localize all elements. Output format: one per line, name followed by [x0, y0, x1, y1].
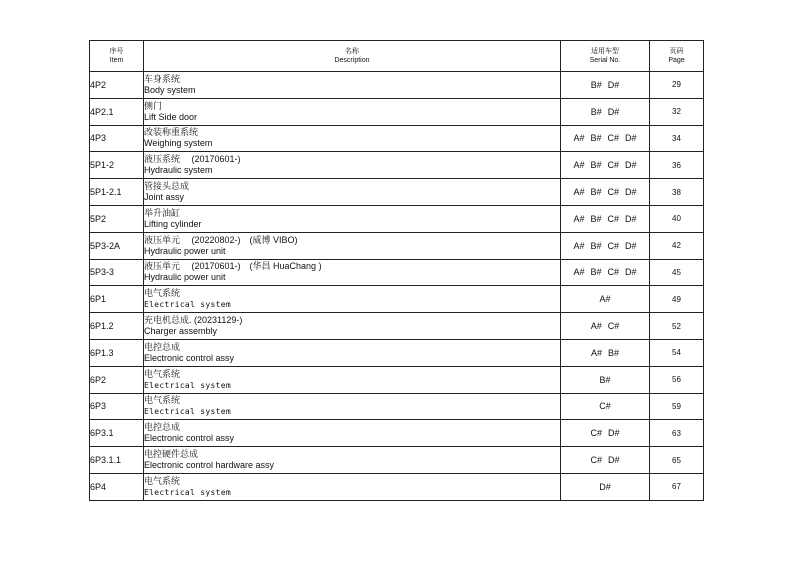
row-serial-numbers [561, 152, 650, 179]
row-item-number: 4P2 [90, 72, 144, 99]
header-serial [561, 41, 650, 72]
row-description-zh: 充电机总成. (20231129-) [144, 315, 243, 326]
header-page [650, 41, 704, 72]
row-description-en: Electronic control hardware assy [144, 460, 275, 471]
row-page-number: 45 [650, 259, 704, 286]
row-description [144, 232, 561, 259]
row-page-number: 29 [650, 72, 704, 99]
row-item-number: 6P1.3 [90, 339, 144, 366]
serial-code: D# [607, 79, 620, 90]
row-description-en: Electrical system [144, 487, 231, 497]
serial-code: B# [590, 106, 602, 117]
serial-code: A# [590, 321, 602, 332]
row-description-en: Hydraulic power unit [144, 245, 226, 256]
row-description-zh: 管接头总成 [144, 181, 190, 192]
row-description [144, 179, 561, 206]
header-serial-zh: 适用车型 [591, 48, 619, 55]
serial-code: C# [590, 428, 602, 439]
row-description-zh: 车身系统 [144, 73, 181, 84]
table-body [90, 72, 704, 501]
row-page-number: 54 [650, 339, 704, 366]
row-description [144, 259, 561, 286]
row-serial-numbers [561, 286, 650, 313]
row-description [144, 286, 561, 313]
header-description-zh: 名称 [345, 48, 359, 55]
row-item-number: 5P1-2.1 [90, 179, 144, 206]
row-item-number: 6P3.1 [90, 420, 144, 447]
row-description [144, 152, 561, 179]
table-row [90, 447, 704, 474]
row-item-number: 4P3 [90, 125, 144, 152]
row-item-number: 6P3.1.1 [90, 447, 144, 474]
serial-code: B# [608, 347, 620, 358]
table-row [90, 125, 704, 152]
serial-code: D# [607, 106, 620, 117]
row-item-number: 6P2 [90, 366, 144, 393]
row-item-number: 6P4 [90, 473, 144, 500]
serial-code: D# [625, 240, 637, 251]
row-page-number: 32 [650, 98, 704, 125]
table-row [90, 313, 704, 340]
row-serial-numbers [561, 420, 650, 447]
table-row [90, 393, 704, 420]
serial-code: D# [625, 267, 637, 278]
row-serial-numbers [561, 259, 650, 286]
row-description-en: Hydraulic power unit [144, 272, 226, 283]
row-description [144, 473, 561, 500]
row-item-number: 5P2 [90, 205, 144, 232]
row-description-en: Electrical system [144, 407, 231, 417]
row-description-zh: 电气系统 [144, 395, 181, 406]
row-page-number: 40 [650, 205, 704, 232]
row-description [144, 366, 561, 393]
serial-code: D# [608, 455, 620, 466]
serial-code: B# [599, 374, 611, 385]
row-description-en: Electrical system [144, 300, 231, 310]
header-item [90, 41, 144, 72]
serial-code: C# [607, 267, 620, 278]
header-description [144, 41, 561, 72]
row-description-zh: 电气系统 [144, 475, 181, 486]
row-page-number: 42 [650, 232, 704, 259]
row-description [144, 313, 561, 340]
table-row [90, 473, 704, 500]
serial-code: B# [590, 240, 602, 251]
row-item-number: 5P1-2 [90, 152, 144, 179]
row-item-number: 6P1.2 [90, 313, 144, 340]
serial-code: C# [607, 321, 620, 332]
table-row [90, 286, 704, 313]
serial-code: C# [607, 213, 620, 224]
serial-code: D# [625, 187, 637, 198]
row-serial-numbers [561, 339, 650, 366]
row-description [144, 205, 561, 232]
serial-code: C# [607, 240, 620, 251]
row-serial-numbers [561, 125, 650, 152]
row-description-zh: 电气系统 [144, 368, 181, 379]
row-description-zh: 电气系统 [144, 288, 181, 299]
row-description-en: Electronic control assy [144, 433, 235, 444]
header-item-en: Item [109, 57, 124, 64]
serial-code: C# [607, 133, 620, 144]
row-description [144, 125, 561, 152]
row-description-zh: 电控总成 [144, 422, 181, 433]
serial-code: A# [590, 347, 602, 358]
row-description-zh: 改装称重系统 [144, 127, 199, 138]
row-description-en: Electronic control assy [144, 352, 235, 363]
row-description-en: Joint assy [144, 192, 185, 203]
row-description-zh: 液压系统 (20170601-) [144, 154, 241, 165]
row-serial-numbers [561, 98, 650, 125]
table-row [90, 72, 704, 99]
row-description [144, 420, 561, 447]
row-description-zh: 液压单元 (20220802-) (威博 VIBO) [144, 234, 298, 245]
row-page-number: 52 [650, 313, 704, 340]
serial-code: B# [590, 187, 602, 198]
row-description-en: Body system [144, 84, 196, 95]
row-description [144, 72, 561, 99]
row-item-number: 4P2.1 [90, 98, 144, 125]
serial-code: C# [607, 187, 620, 198]
row-serial-numbers [561, 393, 650, 420]
header-serial-en: Serial No. [589, 57, 621, 64]
table-row [90, 366, 704, 393]
serial-code: D# [599, 481, 611, 492]
serial-code: D# [625, 213, 637, 224]
serial-code: A# [599, 294, 611, 305]
row-serial-numbers [561, 313, 650, 340]
table-header-row [90, 41, 704, 72]
row-page-number: 67 [650, 473, 704, 500]
table-row [90, 339, 704, 366]
row-serial-numbers [561, 72, 650, 99]
row-item-number: 5P3-3 [90, 259, 144, 286]
row-description-zh: 举升油缸 [144, 207, 181, 218]
row-description-en: Electrical system [144, 380, 231, 390]
table-row [90, 205, 704, 232]
serial-code: B# [590, 79, 602, 90]
table-row [90, 259, 704, 286]
row-description-zh: 液压单元 (20170601-) (华昌 HuaChang ) [144, 261, 322, 272]
row-serial-numbers [561, 232, 650, 259]
row-page-number: 65 [650, 447, 704, 474]
table-row [90, 179, 704, 206]
row-item-number: 6P3 [90, 393, 144, 420]
row-description-en: Charger assembly [144, 326, 218, 337]
row-page-number: 49 [650, 286, 704, 313]
row-serial-numbers [561, 473, 650, 500]
row-serial-numbers [561, 366, 650, 393]
parts-index-table [89, 40, 704, 501]
row-description-zh: 侧门 [144, 100, 163, 111]
table-row [90, 232, 704, 259]
row-description [144, 447, 561, 474]
row-description-en: Hydraulic system [144, 165, 213, 176]
serial-code: B# [590, 213, 602, 224]
row-description [144, 339, 561, 366]
serial-code: A# [573, 133, 585, 144]
header-description-en: Description [334, 57, 370, 64]
header-page-zh: 页码 [669, 48, 684, 55]
serial-code: B# [590, 133, 602, 144]
row-page-number: 38 [650, 179, 704, 206]
table-row [90, 98, 704, 125]
row-page-number: 59 [650, 393, 704, 420]
row-description-en: Lifting cylinder [144, 218, 202, 229]
table-row [90, 420, 704, 447]
serial-code: A# [573, 267, 585, 278]
row-serial-numbers [561, 447, 650, 474]
serial-code: D# [625, 133, 637, 144]
row-serial-numbers [561, 179, 650, 206]
table-row [90, 152, 704, 179]
serial-code: A# [573, 240, 585, 251]
serial-code: C# [607, 160, 620, 171]
row-description-en: Weighing system [144, 138, 213, 149]
row-page-number: 63 [650, 420, 704, 447]
header-page-en: Page [668, 57, 685, 64]
serial-code: D# [625, 160, 637, 171]
row-serial-numbers [561, 205, 650, 232]
row-description-zh: 电控硬件总成 [144, 449, 199, 460]
serial-code: B# [590, 267, 602, 278]
header-item-zh: 序号 [109, 48, 124, 55]
row-description [144, 98, 561, 125]
serial-code: A# [573, 160, 585, 171]
row-description-zh: 电控总成 [144, 341, 181, 352]
row-description-en: Lift Side door [144, 111, 198, 122]
serial-code: A# [573, 187, 585, 198]
serial-code: C# [590, 455, 602, 466]
serial-code: A# [573, 213, 585, 224]
row-item-number: 5P3-2A [90, 232, 144, 259]
row-page-number: 36 [650, 152, 704, 179]
row-description [144, 393, 561, 420]
row-page-number: 34 [650, 125, 704, 152]
row-page-number: 56 [650, 366, 704, 393]
row-item-number: 6P1 [90, 286, 144, 313]
serial-code: C# [599, 401, 611, 412]
serial-code: D# [608, 428, 620, 439]
serial-code: B# [590, 160, 602, 171]
